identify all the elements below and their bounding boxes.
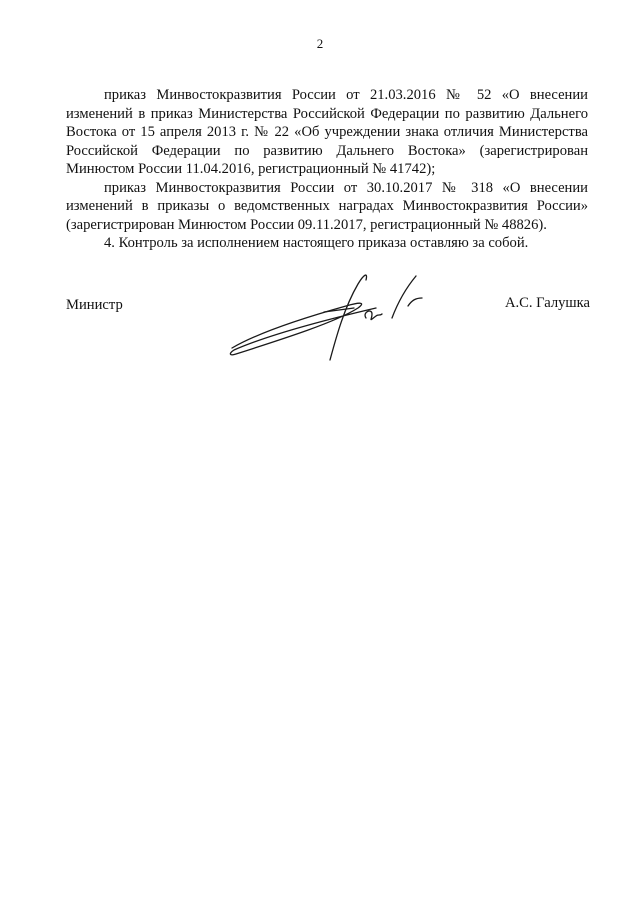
signatory-name: А.С. Галушка (504, 295, 590, 311)
paragraph-order-318: приказ Минвостокразвития России от 30.10.2017 № 318 «О внесении изменений в приказы о ведомственных наградах Минвостокразвития России» (зарегистрирован Минюстом России 09.11.2017, регистрационный № 48826). (66, 179, 588, 233)
signatory-position: Министр (66, 297, 123, 313)
paragraph-order-52: приказ Минвостокразвития России от 21.03.2016 № 52 «О внесении изменений в приказ Министерства Российской Федерации по развитию Дальнего Востока от 15 апреля 2013 г. № 22 «Об учреждении знака отличия Министерства Российской Федерации по развитию Дальнего Востока» (зарегистрирован Минюстом России 11.04.2016, регистрационный № 41742); (66, 87, 588, 177)
handwritten-signature (226, 268, 446, 368)
paragraph-control-clause: 4. Контроль за исполнением настоящего приказа оставляю за собой. (104, 235, 529, 251)
page-number: 2 (316, 36, 324, 51)
signature-block (66, 286, 590, 386)
document-body (66, 86, 588, 253)
